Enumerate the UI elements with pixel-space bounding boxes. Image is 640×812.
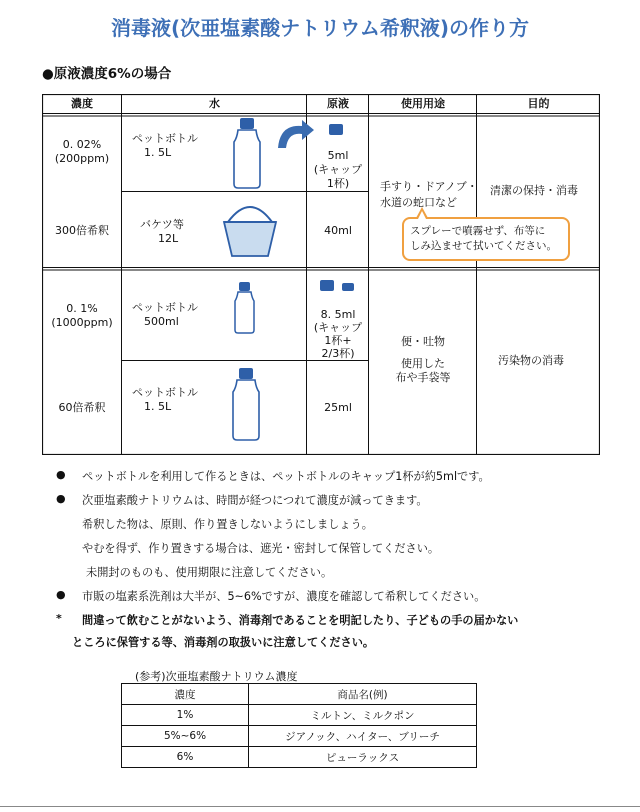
header-concentration: 濃度 — [71, 97, 93, 110]
header-water: 水 — [209, 97, 220, 110]
stock-amount: 8. 5ml — [320, 308, 356, 321]
header-stock: 原液 — [327, 97, 349, 110]
bullet-icon: ● — [56, 588, 66, 601]
group2-row1-stock — [307, 308, 369, 360]
caps-icon — [318, 278, 364, 294]
group1-percent: 0. 02% — [62, 138, 102, 151]
container-name: ペットボトル — [132, 386, 198, 399]
group1-row2-stock: 40ml — [324, 224, 352, 237]
note-text: 希釈した物は、原則、作り置きしないようにしましょう。 — [82, 518, 373, 531]
note-text: 間違って飲むことがないよう、消毒剤であることを明記したり、子どもの手の届かない — [82, 614, 519, 627]
group1-usage — [380, 180, 478, 210]
container-volume: 12L — [158, 232, 179, 245]
group2-dilution: 60倍希釈 — [58, 401, 106, 414]
stock-note: (キャップ — [313, 321, 363, 334]
group1-purpose: 清潔の保持・消毒 — [490, 184, 578, 197]
table-row — [122, 705, 477, 726]
reference-table — [121, 683, 477, 768]
usage-line: 水道の蛇口など — [380, 196, 457, 209]
asterisk-icon: * — [56, 612, 62, 625]
ref-cell-concentration: 1% — [122, 705, 249, 726]
note-text: やむを得ず、作り置きする場合は、遮光・密封して保管してください。 — [82, 542, 440, 555]
ref-cell-concentration: 5%~6% — [122, 726, 249, 747]
container-volume: 1. 5L — [144, 146, 172, 159]
dilution-table — [42, 94, 600, 455]
group1-row1-stock — [307, 149, 369, 191]
page-bottom-divider — [0, 806, 640, 807]
container-volume: 500ml — [144, 315, 179, 328]
pet-bottle-large-icon — [226, 366, 268, 446]
bullet-icon: ● — [56, 492, 66, 505]
ref-header-product: 商品名(例) — [249, 684, 477, 705]
stock-note: 1杯+ — [324, 334, 352, 347]
spray-warning-callout — [402, 217, 570, 261]
group1-dilution: 300倍希釈 — [55, 224, 109, 237]
group1-ppm: (200ppm) — [54, 152, 110, 165]
header-usage: 使用用途 — [401, 97, 445, 110]
group2-ppm: (1000ppm) — [51, 316, 113, 329]
cap-icon — [326, 122, 348, 138]
group1-row2-container — [140, 218, 184, 246]
usage-line: 便・吐物 — [401, 335, 445, 348]
usage-line: 手すり・ドアノブ・ — [380, 180, 478, 193]
ref-header-concentration: 濃度 — [122, 684, 249, 705]
group1-concentration — [42, 138, 122, 166]
pet-bottle-small-icon — [230, 280, 260, 336]
stock-amount: 5ml — [327, 149, 349, 162]
reference-caption: (参考)次亜塩素酸ナトリウム濃度 — [135, 670, 298, 683]
note-text: 未開封のものも、使用期限に注意してください。 — [86, 566, 333, 579]
group2-row2-container — [132, 386, 198, 414]
callout-line: しみ込ませて拭いてください。 — [410, 240, 557, 252]
note-text: ところに保管する等、消毒剤の取扱いに注意してください。 — [72, 636, 375, 649]
group2-concentration — [42, 302, 122, 330]
ref-cell-product: ジアノック、ハイター、ブリーチ — [249, 726, 477, 747]
header-purpose: 目的 — [527, 97, 550, 110]
section-subtitle: ●原液濃度6%の場合 — [42, 66, 172, 82]
note-text: ペットボトルを利用して作るときは、ペットボトルのキャップ1杯が約5mlです。 — [82, 470, 490, 483]
stock-note: 1杯) — [326, 177, 350, 190]
note-text: 市販の塩素系洗剤は大半が、5~6%ですが、濃度を確認して希釈してください。 — [82, 590, 486, 603]
group2-usage — [369, 335, 477, 385]
stock-note: (キャップ — [313, 163, 363, 176]
group2-percent: 0. 1% — [66, 302, 98, 315]
container-name: バケツ等 — [140, 218, 184, 231]
page-title: 消毒液(次亜塩素酸ナトリウム希釈液)の作り方 — [110, 16, 530, 40]
ref-cell-product: ミルトン、ミルクポン — [249, 705, 477, 726]
callout-line: スプレーで噴霧せず、布等に — [410, 225, 546, 237]
table-header-row — [122, 684, 477, 705]
group2-row2-stock: 25ml — [324, 401, 352, 414]
bucket-icon — [220, 198, 282, 260]
ref-cell-concentration: 6% — [122, 747, 249, 768]
container-name: ペットボトル — [132, 132, 198, 145]
table-row — [122, 747, 477, 768]
callout-tail-inner — [418, 211, 426, 219]
note-text: 次亜塩素酸ナトリウムは、時間が経つにつれて濃度が減ってきます。 — [82, 494, 428, 507]
usage-line: 使用した — [401, 357, 445, 370]
container-volume: 1. 5L — [144, 400, 172, 413]
bullet-icon: ● — [56, 468, 66, 481]
table-row — [122, 726, 477, 747]
group1-row1-container — [132, 132, 198, 160]
group2-row1-container — [132, 301, 198, 329]
ref-cell-product: ピューラックス — [249, 747, 477, 768]
container-name: ペットボトル — [132, 301, 198, 314]
group2-purpose: 汚染物の消毒 — [498, 354, 564, 367]
usage-line: 布や手袋等 — [395, 371, 451, 384]
stock-note: 2/3杯) — [321, 347, 355, 360]
